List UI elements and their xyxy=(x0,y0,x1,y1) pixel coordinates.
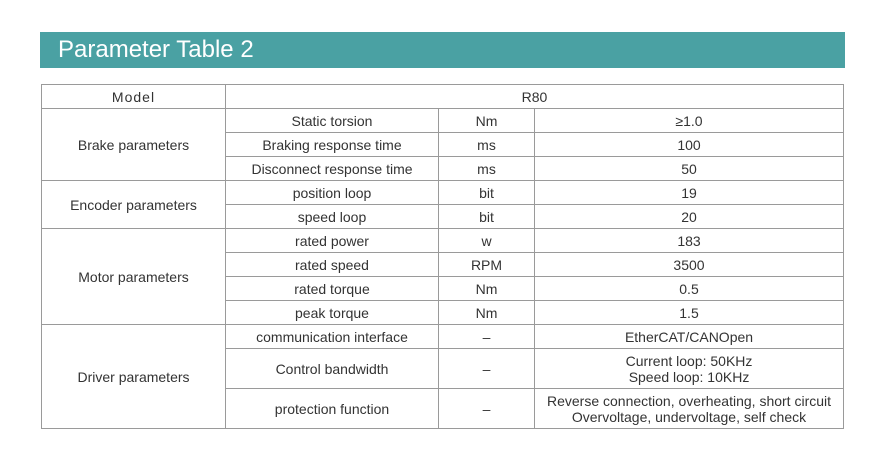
param-unit: – xyxy=(439,349,535,389)
param-name: peak torque xyxy=(226,301,439,325)
param-unit: Nm xyxy=(439,301,535,325)
model-value: R80 xyxy=(226,85,844,109)
param-value: 100 xyxy=(535,133,844,157)
param-name: rated power xyxy=(226,229,439,253)
page-title: Parameter Table 2 xyxy=(40,32,845,68)
param-name: position loop xyxy=(226,181,439,205)
table-row xyxy=(42,181,844,205)
table-row xyxy=(42,325,844,349)
param-name: protection function xyxy=(226,389,439,429)
param-unit: Nm xyxy=(439,277,535,301)
param-unit: Nm xyxy=(439,109,535,133)
group-name-encoder: Encoder parameters xyxy=(42,181,226,229)
param-value: 3500 xyxy=(535,253,844,277)
param-name: Braking response time xyxy=(226,133,439,157)
param-value xyxy=(535,325,844,349)
param-name: Disconnect response time xyxy=(226,157,439,181)
group-name-motor: Motor parameters xyxy=(42,229,226,325)
param-value xyxy=(535,389,844,429)
model-label: Model xyxy=(42,85,226,109)
param-value-line: Overvoltage, undervoltage, self check xyxy=(571,408,807,425)
param-unit: RPM xyxy=(439,253,535,277)
param-unit: ms xyxy=(439,157,535,181)
param-value-line: Speed loop: 10KHz xyxy=(628,368,750,385)
param-unit: ms xyxy=(439,133,535,157)
param-value-line: EtherCAT/CANOpen xyxy=(624,328,754,345)
param-name: Static torsion xyxy=(226,109,439,133)
param-value: 20 xyxy=(535,205,844,229)
param-value: 19 xyxy=(535,181,844,205)
param-value: 183 xyxy=(535,229,844,253)
param-name: speed loop xyxy=(226,205,439,229)
param-unit: bit xyxy=(439,205,535,229)
table-header-row xyxy=(42,85,844,109)
param-name: rated torque xyxy=(226,277,439,301)
param-unit: w xyxy=(439,229,535,253)
param-value: ≥1.0 xyxy=(535,109,844,133)
param-value xyxy=(535,349,844,389)
param-value-line: Current loop: 50KHz xyxy=(625,352,753,369)
param-name: communication interface xyxy=(226,325,439,349)
group-name-brake: Brake parameters xyxy=(42,109,226,181)
table-row xyxy=(42,109,844,133)
param-name: rated speed xyxy=(226,253,439,277)
parameter-table xyxy=(41,84,844,429)
param-unit: bit xyxy=(439,181,535,205)
table-row xyxy=(42,229,844,253)
param-value-line: Reverse connection, overheating, short circuit xyxy=(546,392,832,409)
param-value: 1.5 xyxy=(535,301,844,325)
group-name-driver: Driver parameters xyxy=(42,325,226,429)
param-unit: – xyxy=(439,389,535,429)
param-unit: – xyxy=(439,325,535,349)
param-name: Control bandwidth xyxy=(226,349,439,389)
param-value: 50 xyxy=(535,157,844,181)
param-value: 0.5 xyxy=(535,277,844,301)
